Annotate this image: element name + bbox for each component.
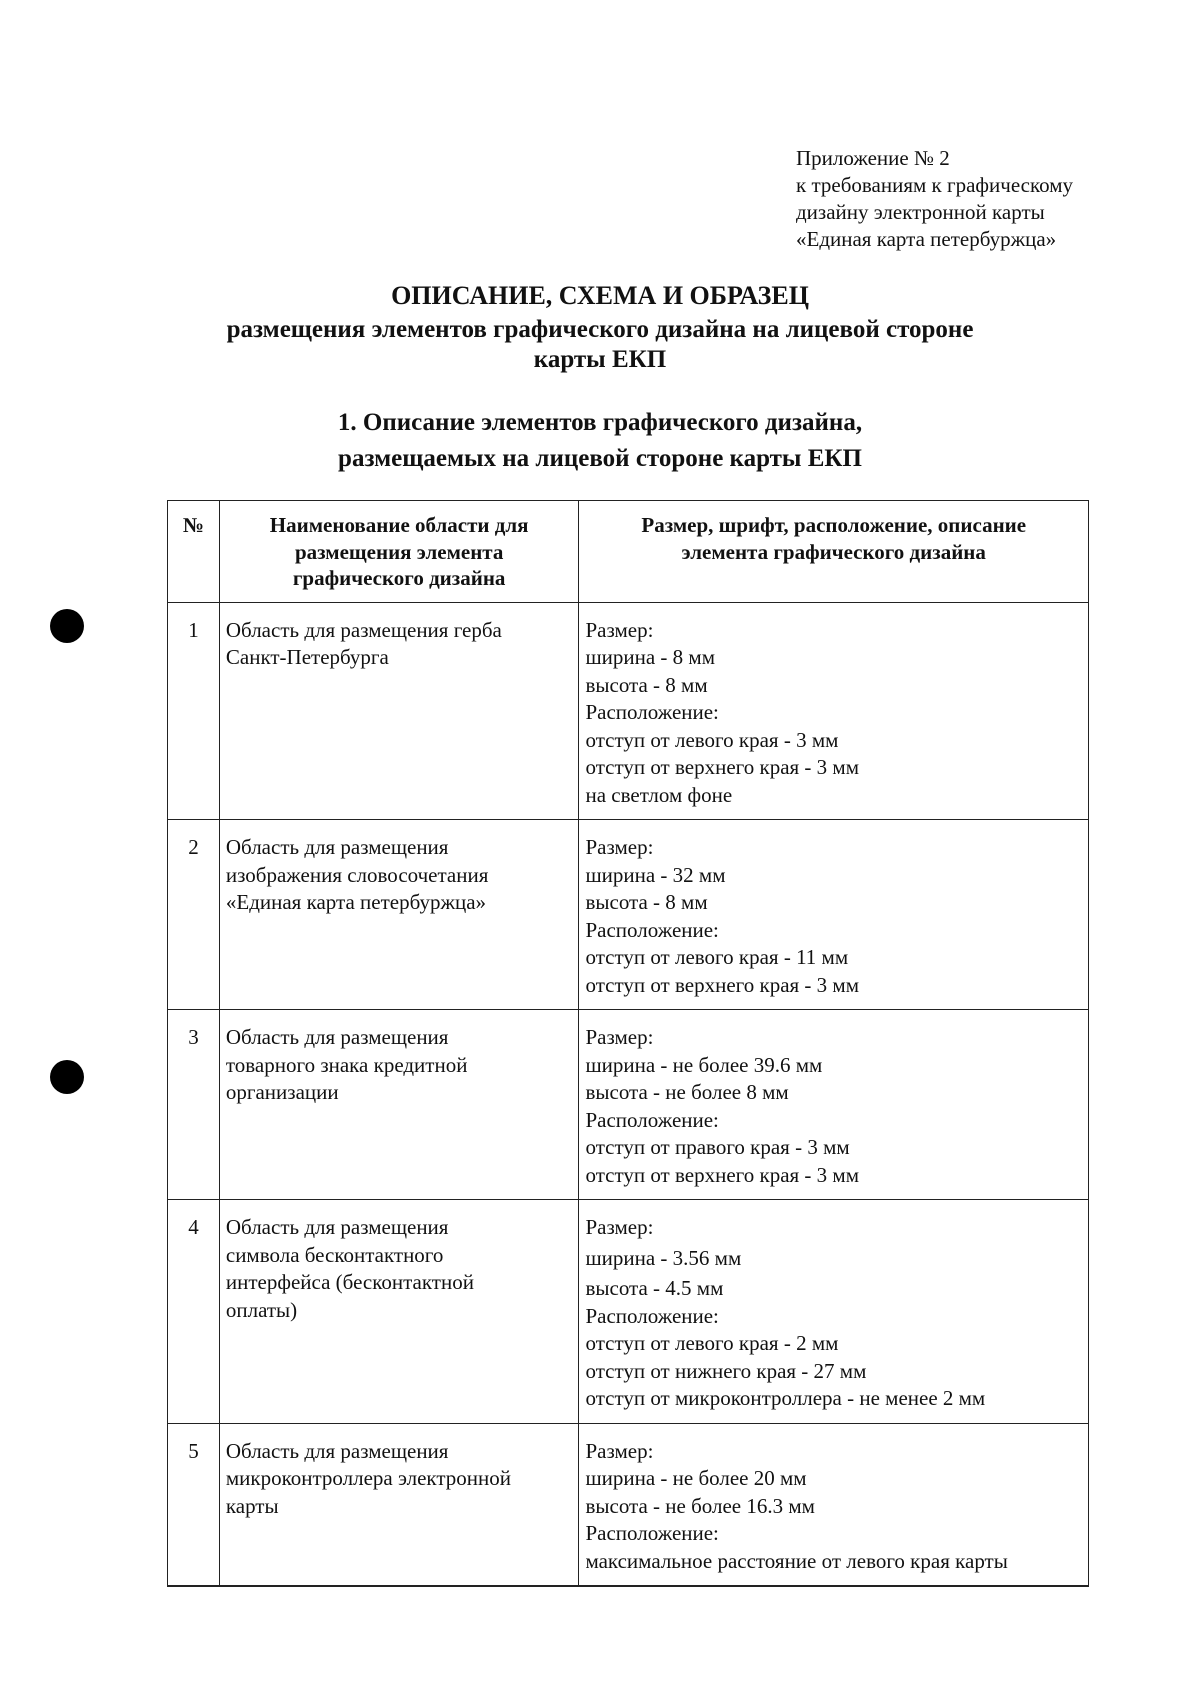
document-subtitle-line: размещения элементов графического дизайна на лицевой стороне bbox=[226, 316, 974, 343]
table-row bbox=[168, 1010, 1089, 1200]
row-desc: Размер: ширина - 3.56 мм высота - 4.5 мм Расположение: отступ от левого края - 2 мм отступ от нижнего края - 27 мм отступ от микроконтроллера - не менее 2 мм bbox=[579, 1200, 1089, 1424]
table-row bbox=[168, 820, 1089, 1010]
table-row bbox=[168, 602, 1089, 820]
document-subtitle bbox=[0, 315, 1200, 375]
section-heading-line: 1. Описание элементов графического дизайна, bbox=[337, 409, 863, 436]
document-title-main: ОПИСАНИЕ, СХЕМА И ОБРАЗЕЦ bbox=[391, 281, 809, 310]
row-num: 4 bbox=[168, 1200, 220, 1424]
row-num: 5 bbox=[168, 1423, 220, 1586]
row-num: 3 bbox=[168, 1010, 220, 1200]
row-name: Область для размещения товарного знака кредитной организации bbox=[219, 1010, 579, 1200]
appendix-line: дизайну электронной карты bbox=[796, 200, 1045, 224]
header-name: Наименование области для размещения элемента графического дизайна bbox=[219, 501, 579, 603]
table-header-row bbox=[168, 501, 1089, 603]
row-name: Область для размещения изображения словосочетания «Единая карта петербуржца» bbox=[219, 820, 579, 1010]
appendix-reference bbox=[796, 145, 1176, 253]
row-desc: Размер: ширина - 8 мм высота - 8 мм Расположение: отступ от левого края - 3 мм отступ от верхнего края - 3 мм на светлом фоне bbox=[579, 602, 1089, 820]
punch-hole-bottom bbox=[50, 1060, 84, 1094]
row-name: Область для размещения герба Санкт-Петербурга bbox=[219, 602, 579, 820]
section-heading-line: размещаемых на лицевой стороне карты ЕКП bbox=[338, 445, 862, 472]
section-heading bbox=[0, 405, 1200, 477]
table-row bbox=[168, 1200, 1089, 1424]
row-name: Область для размещения символа бесконтактного интерфейса (бесконтактной оплаты) bbox=[219, 1200, 579, 1424]
document-title bbox=[0, 280, 1200, 312]
row-desc: Размер: ширина - не более 39.6 мм высота - не более 8 мм Расположение: отступ от правого края - 3 мм отступ от верхнего края - 3 мм bbox=[579, 1010, 1089, 1200]
header-desc: Размер, шрифт, расположение, описание элемента графического дизайна bbox=[579, 501, 1089, 603]
row-name: Область для размещения микроконтроллера электронной карты bbox=[219, 1423, 579, 1586]
document-subtitle-line: карты ЕКП bbox=[533, 346, 667, 373]
appendix-line: «Единая карта петербуржца» bbox=[796, 227, 1057, 251]
row-num: 2 bbox=[168, 820, 220, 1010]
appendix-line: к требованиям к графическому bbox=[796, 173, 1074, 197]
row-desc: Размер: ширина - не более 20 мм высота - не более 16.3 мм Расположение: максимальное расстояние от левого края карты bbox=[579, 1423, 1089, 1586]
row-desc: Размер: ширина - 32 мм высота - 8 мм Расположение: отступ от левого края - 11 мм отступ от верхнего края - 3 мм bbox=[579, 820, 1089, 1010]
row-num: 1 bbox=[168, 602, 220, 820]
header-num: № bbox=[168, 501, 220, 603]
table-row bbox=[168, 1423, 1089, 1586]
appendix-line: Приложение № 2 bbox=[796, 146, 950, 170]
elements-table bbox=[167, 500, 1089, 1587]
punch-hole-top bbox=[50, 609, 84, 643]
